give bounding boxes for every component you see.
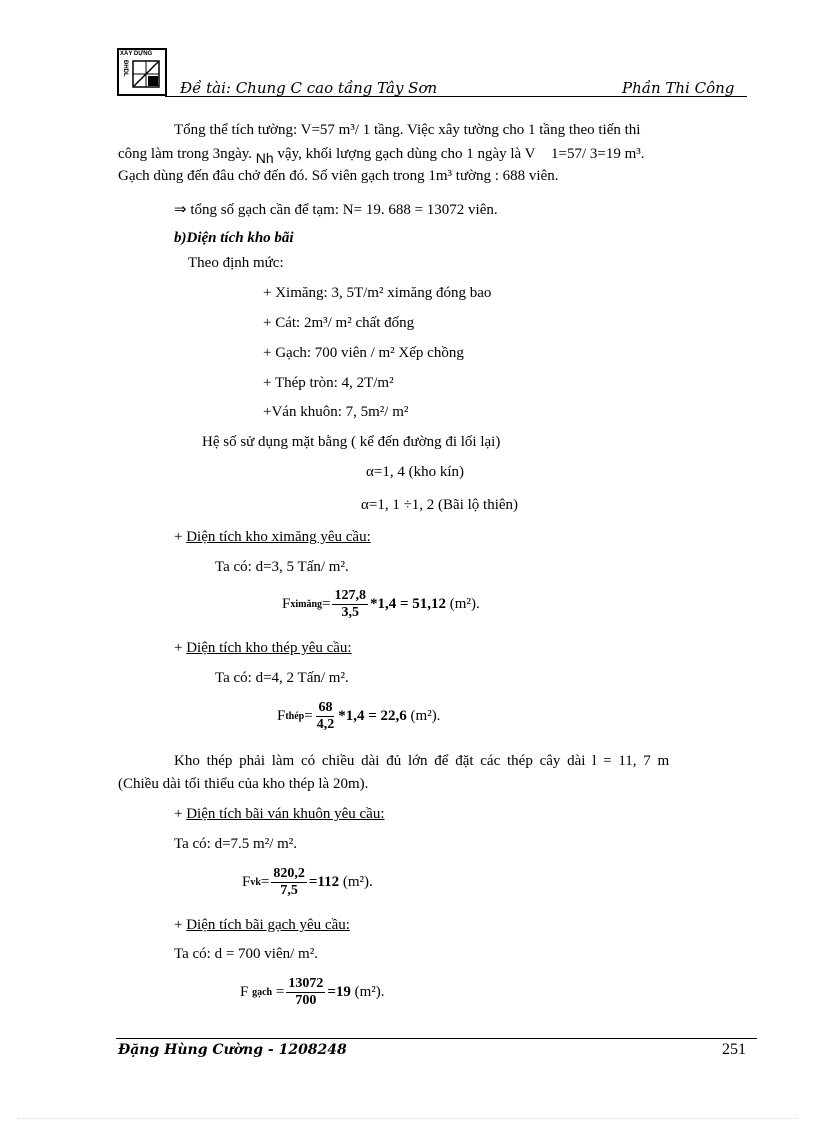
formula-fraction — [271, 866, 307, 899]
section-heading: b)Diện tích kho bãi — [174, 230, 294, 246]
formula-lhs: F — [242, 874, 251, 890]
header-logo — [117, 48, 167, 96]
formula-fraction — [332, 588, 368, 621]
norm-item: +Ván khuôn: 7, 5m²/ m² — [263, 404, 409, 420]
formula-fraction — [315, 700, 337, 733]
fraction-numerator: 68 — [318, 700, 333, 715]
paragraph-line: (Chiều dài tối thiểu của kho thép là 20m). — [118, 776, 369, 792]
formula-result: =112 — [308, 874, 340, 890]
formula-sub: thép — [285, 711, 305, 722]
formula-steel — [277, 700, 440, 733]
footer-author: Đặng Hùng Cường - 1208248 — [118, 1042, 347, 1058]
fraction-denominator: 3,5 — [341, 605, 359, 620]
fraction-numerator: 13072 — [288, 976, 324, 991]
formula-eq: = — [260, 874, 270, 890]
given-value: Ta có: d = 700 viên/ m². — [174, 946, 318, 962]
page-bottom-divider — [18, 1118, 798, 1119]
norm-item: + Ximăng: 3, 5T/m² ximăng đóng bao — [263, 285, 492, 301]
paragraph-line: Kho thép phải làm có chiều dài đủ lớn để đặt các thép cây dài l = 11, 7 m — [174, 753, 670, 769]
formula-unit: (m²). — [354, 984, 385, 1000]
norms-intro: Theo định mức: — [188, 255, 284, 271]
fraction-numerator: 127,8 — [334, 588, 366, 603]
norm-item: + Thép tròn: 4, 2T/m² — [263, 375, 394, 391]
given-value: Ta có: d=7.5 m²/ m². — [174, 836, 298, 852]
subsection-heading — [174, 806, 385, 823]
formula-eq: = — [275, 984, 285, 1000]
plus-sign: + — [174, 806, 183, 822]
footer-rule — [116, 1038, 757, 1039]
formula-bricks — [240, 976, 385, 1009]
page-number: 251 — [722, 1041, 746, 1058]
fraction-denominator: 700 — [295, 993, 317, 1008]
text-run: vậy, khối lượng gạch dùng cho 1 ngày là V — [277, 146, 536, 162]
paragraph-line: Tổng thể tích tường: V=57 m³/ 1 tầng. Việc xây tường cho 1 tầng theo tiến thi — [174, 122, 641, 138]
text-run: Nh — [255, 150, 274, 166]
logo-text-vertical: ĐHDL — [122, 60, 128, 77]
header-right-text: Phần Thi Công — [622, 79, 735, 97]
fraction-denominator: 7,5 — [280, 883, 298, 898]
norm-item: + Gạch: 700 viên / m² Xếp chồng — [263, 345, 464, 361]
formula-sub: ximăng — [290, 599, 323, 610]
subsection-heading — [174, 640, 352, 657]
formula-unit: (m²). — [342, 874, 373, 890]
formula-fraction — [286, 976, 325, 1009]
logo-text: XÂY DỰNG — [120, 51, 153, 57]
given-value: Ta có: d=3, 5 Tấn/ m². — [215, 559, 349, 575]
formula-formwork — [242, 866, 373, 899]
alpha-closed: α=1, 4 (kho kín) — [366, 464, 464, 480]
subsection-heading — [174, 529, 371, 546]
formula-lhs: F — [277, 708, 286, 724]
formula-result: =19 — [327, 984, 351, 1000]
subsection-title: Diện tích bãi ván khuôn yêu cầu: — [186, 806, 385, 822]
formula-eq: = — [322, 596, 331, 612]
formula-lhs: F — [282, 596, 291, 612]
header-left-text: Đề tài: Chung C cao tầng Tây Sơn — [180, 79, 438, 97]
subsection-title: Diện tích bãi gạch yêu cầu: — [186, 917, 350, 933]
given-value: Ta có: d=4, 2 Tấn/ m². — [215, 670, 349, 686]
formula-sub: gạch — [252, 987, 273, 998]
formula-sub: vk — [250, 877, 261, 888]
formula-result: *1,4 = 22,6 — [338, 708, 407, 724]
fraction-numerator: 820,2 — [273, 866, 305, 881]
alpha-open: α=1, 1 ÷1, 2 (Bãi lộ thiên) — [361, 497, 519, 513]
subsection-title: Diện tích kho thép yêu cầu: — [186, 640, 352, 656]
paragraph-line — [118, 145, 645, 166]
subsection-heading — [174, 917, 350, 934]
formula-eq: = — [304, 708, 313, 724]
formula-unit: (m²). — [449, 596, 480, 612]
coefficient-text: Hệ số sử dụng mặt bằng ( kể đến đường đi lối lại) — [202, 434, 501, 450]
plus-sign: + — [174, 640, 183, 656]
fraction-denominator: 4,2 — [316, 717, 335, 732]
norm-item: + Cát: 2m³/ m² chất đống — [263, 315, 415, 331]
header-rule — [165, 96, 747, 97]
formula-result: *1,4 = 51,12 — [369, 596, 447, 612]
paragraph-line: Gạch dùng đến đâu chở đến đó. Số viên gạch trong 1m³ tường : 688 viên. — [118, 168, 559, 184]
text-run: công làm trong 3ngày. — [118, 146, 252, 162]
plus-sign: + — [174, 917, 183, 933]
formula-lhs: F — [240, 984, 249, 1000]
total-bricks: ⇒ tổng số gạch cần để tạm: N= 19. 688 = 13072 viên. — [174, 202, 498, 218]
logo-graphic-icon — [132, 60, 160, 90]
subsection-title: Diện tích kho ximăng yêu cầu: — [186, 529, 371, 545]
plus-sign: + — [174, 529, 183, 545]
text-run: 1=57/ 3=19 m³. — [550, 146, 645, 162]
formula-cement — [282, 588, 480, 621]
formula-unit: (m²). — [410, 708, 441, 724]
